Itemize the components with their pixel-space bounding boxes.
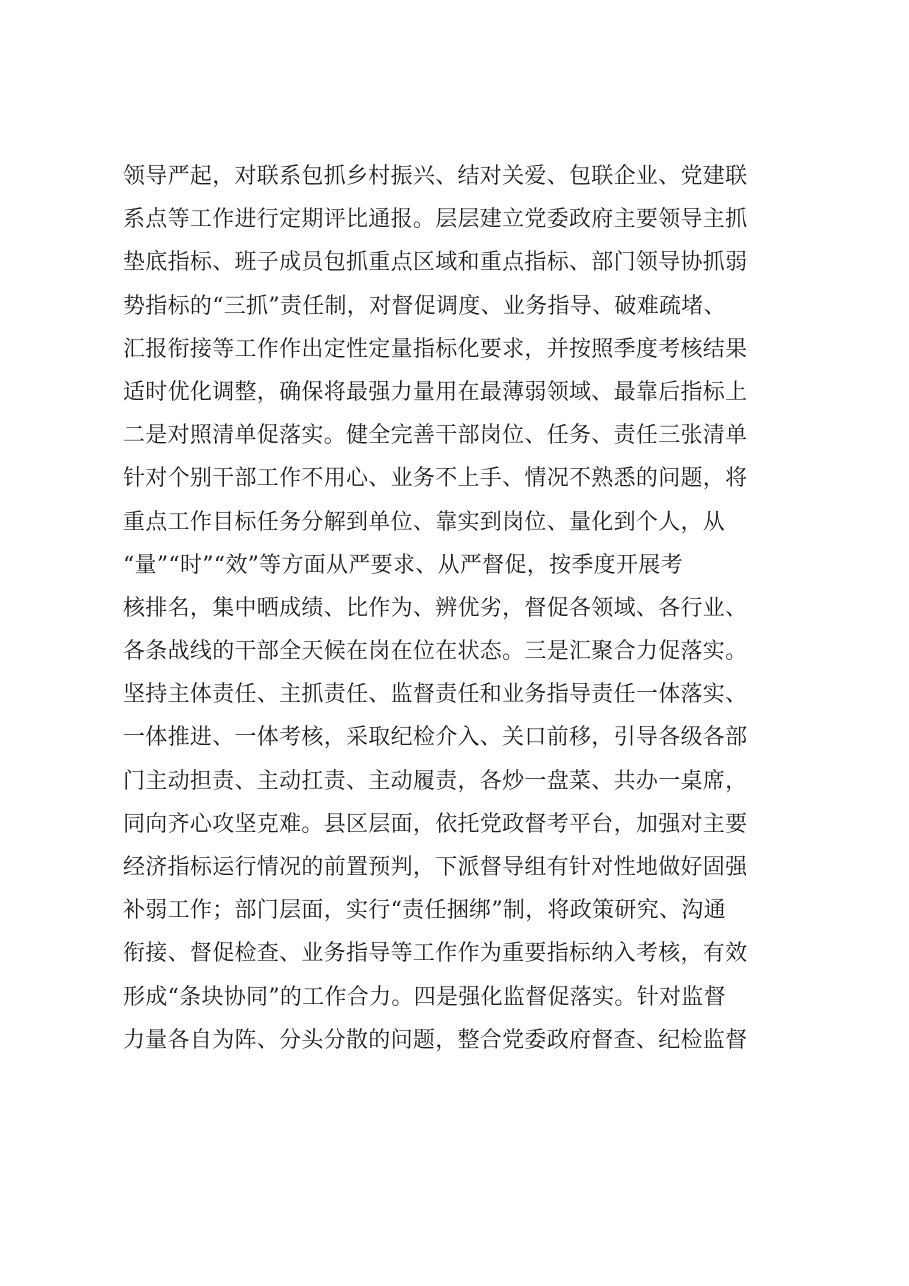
text-line: 同向齐心攻坚克难。县区层面，依托党政督考平台，加强对主要: [123, 811, 748, 837]
text-line: 势指标的“三抓”责任制，对督促调度、业务指导、破难疏堵、: [123, 293, 726, 319]
text-line: 系点等工作进行定期评比通报。层层建立党委政府主要领导主抓: [123, 207, 748, 233]
text-line: 衔接、督促检查、业务指导等工作作为重要指标纳入考核，有效: [123, 941, 748, 967]
text-line: 形成“条块协同”的工作合力。四是强化监督促落实。针对监督: [123, 984, 726, 1010]
text-line: 各条战线的干部全天候在岗在位在状态。三是汇聚合力促落实。: [123, 639, 748, 665]
text-line: “量”“时”“效”等方面从严要求、从严督促，按季度开展考: [123, 552, 683, 578]
text-line: 重点工作目标任务分解到单位、靠实到岗位、量化到个人，从: [123, 509, 726, 535]
text-line: 力量各自为阵、分头分散的问题，整合党委政府督查、纪检监督: [123, 1027, 748, 1053]
body-text: [123, 155, 823, 1062]
text-line: 汇报衔接等工作作出定性定量指标化要求，并按照季度考核结果: [123, 336, 748, 362]
text-line: 针对个别干部工作不用心、业务不上手、情况不熟悉的问题，将: [123, 466, 748, 492]
text-line: 坚持主体责任、主抓责任、监督责任和业务指导责任一体落实、: [123, 682, 748, 708]
text-line: 二是对照清单促落实。健全完善干部岗位、任务、责任三张清单: [123, 423, 748, 449]
text-line: 经济指标运行情况的前置预判，下派督导组有针对性地做好固强: [123, 855, 748, 880]
text-line: 领导严起，对联系包抓乡村振兴、结对关爱、包联企业、党建联: [123, 164, 748, 189]
text-line: 补弱工作；部门层面，实行“责任捆绑”制，将政策研究、沟通: [123, 898, 726, 924]
text-line: 门主动担责、主动扛责、主动履责，各炒一盘菜、共办一桌席，: [123, 768, 748, 794]
text-line: 垫底指标、班子成员包抓重点区域和重点指标、部门领导协抓弱: [123, 250, 748, 276]
text-line: 核排名，集中晒成绩、比作为、辨优劣，督促各领域、各行业、: [123, 595, 748, 621]
text-line: 一体推进、一体考核，采取纪检介入、关口前移，引导各级各部: [123, 725, 748, 751]
text-line: 适时优化调整，确保将最强力量用在最薄弱领域、最靠后指标上: [123, 379, 748, 405]
